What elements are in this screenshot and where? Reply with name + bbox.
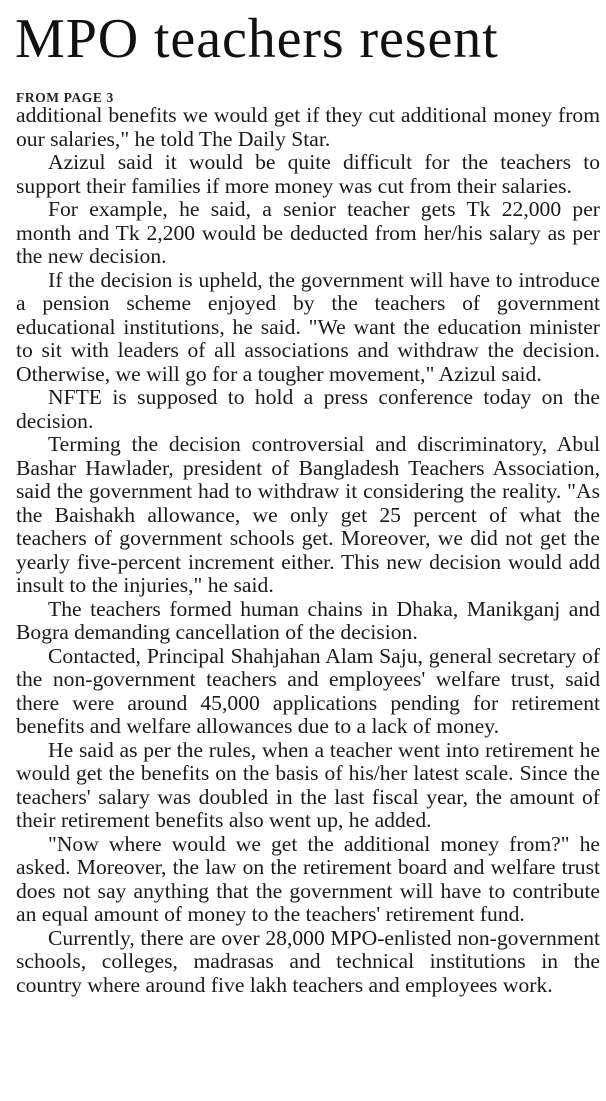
paragraph-2: Azizul said it would be quite difficult for the teachers to support their families if more money was cut from their salaries. bbox=[16, 150, 600, 198]
headline: MPO teachers resent bbox=[15, 8, 499, 70]
paragraph-9: He said as per the rules, when a teacher went into retirement he would get the benefits on the basis of his/her latest scale. Since the teachers' salary was doubled in the last fiscal year, the amount of their retirement benefits also went up, he added. bbox=[16, 737, 600, 832]
paragraph-5: NFTE is supposed to hold a press conference today on the decision. bbox=[16, 385, 600, 433]
paragraph-4: If the decision is upheld, the government will have to introduce a pension scheme enjoyed by the teachers of government educational institutions, he said. "We want the education minister to sit with leaders of all associations and withdraw the decision. Otherwise, we will go for a tougher movement," Azizul said. bbox=[16, 267, 600, 386]
paragraph-6: Terming the decision controversial and discriminatory, Abul Bashar Hawlader, president of Bangladesh Teachers Association, said the government had to withdraw it considering the reality. "As the Baishakh allowance, we only get 25 percent of what the teachers of government schools get. Moreover, we did not get the yearly five-percent increment either. This new decision would add insult to the injuries," he said. bbox=[16, 432, 600, 597]
paragraph-8: Contacted, Principal Shahjahan Alam Saju, general secretary of the non-government teachers and employees' welfare trust, said there were around 45,000 applications pending for retirement benefits and welfare allowances due to a lack of money. bbox=[16, 643, 600, 738]
paragraph-7: The teachers formed human chains in Dhaka, Manikganj and Bogra demanding cancellation of the decision. bbox=[16, 596, 600, 644]
article-body bbox=[16, 104, 600, 997]
news-article bbox=[12, 0, 600, 1101]
paragraph-3: For example, he said, a senior teacher gets Tk 22,000 per month and Tk 2,200 would be deducted from her/his salary as per the new decision. bbox=[16, 197, 600, 268]
jump-line: FROM PAGE 3 bbox=[16, 90, 114, 105]
paragraph-11: Currently, there are over 28,000 MPO-enlisted non-government schools, colleges, madrasas and technical institutions in the country where around five lakh teachers and employees work. bbox=[16, 925, 600, 997]
paragraph-10: "Now where would we get the additional money from?" he asked. Moreover, the law on the retirement board and welfare trust does not say anything that the government will have to contribute an equal amount of money to the teachers' retirement fund. bbox=[16, 831, 600, 926]
paragraph-1: additional benefits we would get if they cut additional money from our salaries," he told The Daily Star. bbox=[16, 103, 600, 151]
